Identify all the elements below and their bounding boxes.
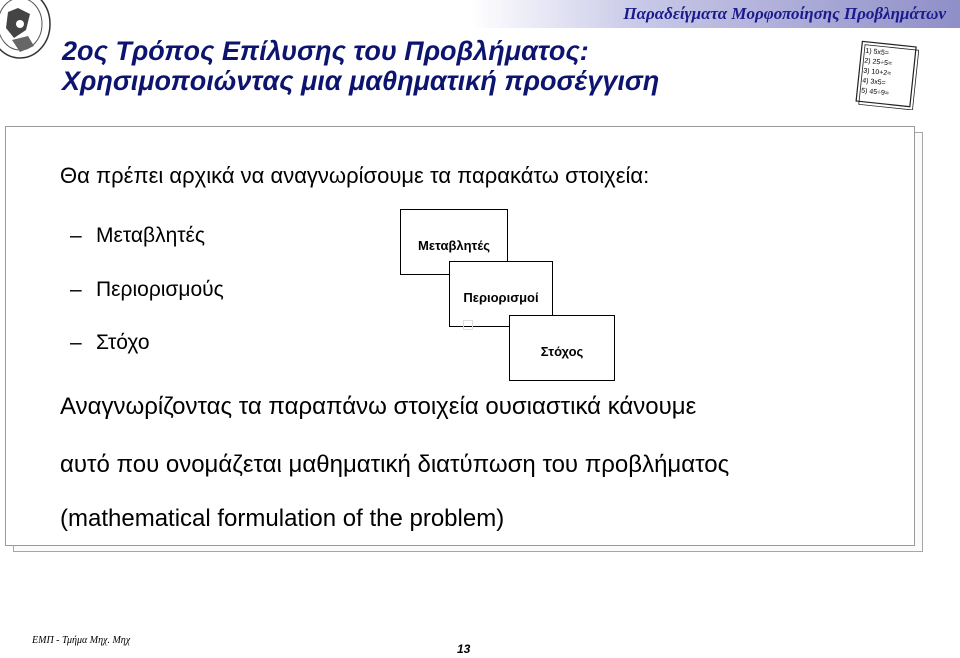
placeholder-square <box>463 320 473 330</box>
bullet-text: Στόχο <box>96 331 150 354</box>
bullet-text: Μεταβλητές <box>96 224 206 247</box>
note-line-5: 5) 45÷9= <box>860 87 890 98</box>
bullet-text: Περιορισμούς <box>96 278 224 301</box>
bullet-goal <box>70 331 150 355</box>
bullet-variables <box>70 224 205 248</box>
title-line-1: 2ος Τρόπος Επίλυσης του Προβλήματος: <box>62 36 589 66</box>
paragraph-line-1: Αναγνωρίζοντας τα παραπάνω στοιχεία ουσιαστικά κάνουμε <box>60 393 697 420</box>
bullet-dash: – <box>70 224 82 247</box>
page-number: 13 <box>457 642 471 656</box>
math-notepad-icon <box>853 40 919 110</box>
lead-text: Θα πρέπει αρχικά να αναγνωρίσουμε τα παρακάτω στοιχεία: <box>60 163 650 188</box>
university-seal-icon <box>0 0 52 62</box>
bullet-dash: – <box>70 278 82 301</box>
slide-title <box>62 36 659 96</box>
bullet-dash: – <box>70 331 82 354</box>
note-line-4: 4) 3x5= <box>861 77 887 87</box>
paragraph-line-3: (mathematical formulation of the problem) <box>60 505 505 532</box>
note-line-1: 1) 5x5= <box>865 47 890 58</box>
note-line-2: 2) 25÷5= <box>863 57 893 68</box>
paragraph-line-2: αυτό που ονομάζεται μαθηματική διατύπωση του προβλήματος <box>60 451 730 478</box>
note-line-3: 3) 10+2= <box>862 67 892 78</box>
footer-institution: ΕΜΠ - Τμήμα Μηχ. Μηχ <box>32 635 131 646</box>
bullet-constraints <box>70 278 224 302</box>
box-goal <box>509 315 615 381</box>
box-label: Περιορισμοί <box>463 290 539 305</box>
header-band <box>470 0 960 28</box>
title-line-2: Χρησιμοποιώντας μια μαθηματική προσέγγιση <box>62 66 660 96</box>
box-label: Μεταβλητές <box>418 238 490 253</box>
box-label: Στόχος <box>540 344 584 359</box>
section-title: Παραδείγματα Μορφοποίησης Προβλημάτων <box>623 4 946 23</box>
